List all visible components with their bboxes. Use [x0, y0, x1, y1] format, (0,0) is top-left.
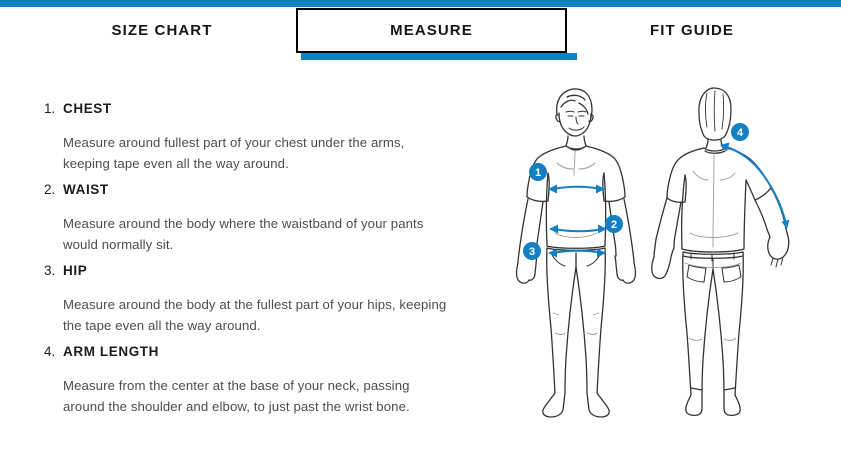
- item-number: 2.: [44, 182, 56, 197]
- tab-size-chart[interactable]: SIZE CHART: [111, 22, 213, 39]
- item-description: Measure around the body where the waistband of your pants would normally sit.: [63, 216, 424, 252]
- svg-text:4: 4: [736, 127, 744, 139]
- size-guide-tabbar: [0, 0, 841, 62]
- item-number: 3.: [44, 263, 56, 278]
- tab-measure[interactable]: MEASURE: [296, 8, 567, 53]
- item-description: Measure around the body at the fullest part of your hips, keeping the tape even all the way around.: [63, 297, 447, 333]
- active-tab-underline: [301, 53, 577, 60]
- list-item: [44, 344, 464, 417]
- marker-4-badge: [731, 123, 749, 141]
- item-title-waist: WAIST: [63, 182, 109, 197]
- marker-3-badge: [523, 242, 541, 260]
- item-title-chest: CHEST: [63, 101, 112, 116]
- measure-instructions-list: [44, 101, 464, 425]
- svg-text:2: 2: [610, 219, 618, 231]
- list-item: [44, 101, 464, 174]
- list-item: [44, 182, 464, 255]
- measurement-figure-illustration: [495, 83, 840, 443]
- body-sketch-svg: [495, 83, 840, 443]
- tab-fit-guide[interactable]: FIT GUIDE: [649, 22, 735, 39]
- back-figure-shading: [685, 155, 741, 340]
- chest-measure-arrow: [548, 185, 605, 194]
- marker-2-badge: [605, 215, 623, 233]
- item-number: 4.: [44, 344, 56, 359]
- item-title-arm-length: ARM LENGTH: [63, 344, 159, 359]
- item-description: Measure around fullest part of your chest under the arms, keeping tape even all the way around.: [63, 135, 405, 171]
- measure-arrows: [548, 143, 790, 258]
- waist-measure-arrow: [549, 225, 607, 234]
- item-description: Measure from the center at the base of your neck, passing around the shoulder and elbow, to just past the wrist bone.: [63, 378, 410, 414]
- item-number: 1.: [44, 101, 56, 116]
- hip-measure-arrow: [548, 249, 606, 258]
- list-item: [44, 263, 464, 336]
- svg-text:3: 3: [528, 246, 536, 258]
- tabbar-top-accent-line: [0, 0, 841, 7]
- back-figure: [652, 88, 789, 415]
- item-title-hip: HIP: [63, 263, 88, 278]
- marker-1-badge: [529, 163, 547, 181]
- front-figure-shading: [553, 151, 599, 335]
- svg-text:1: 1: [534, 167, 542, 179]
- arm-length-measure-arrow: [720, 143, 790, 230]
